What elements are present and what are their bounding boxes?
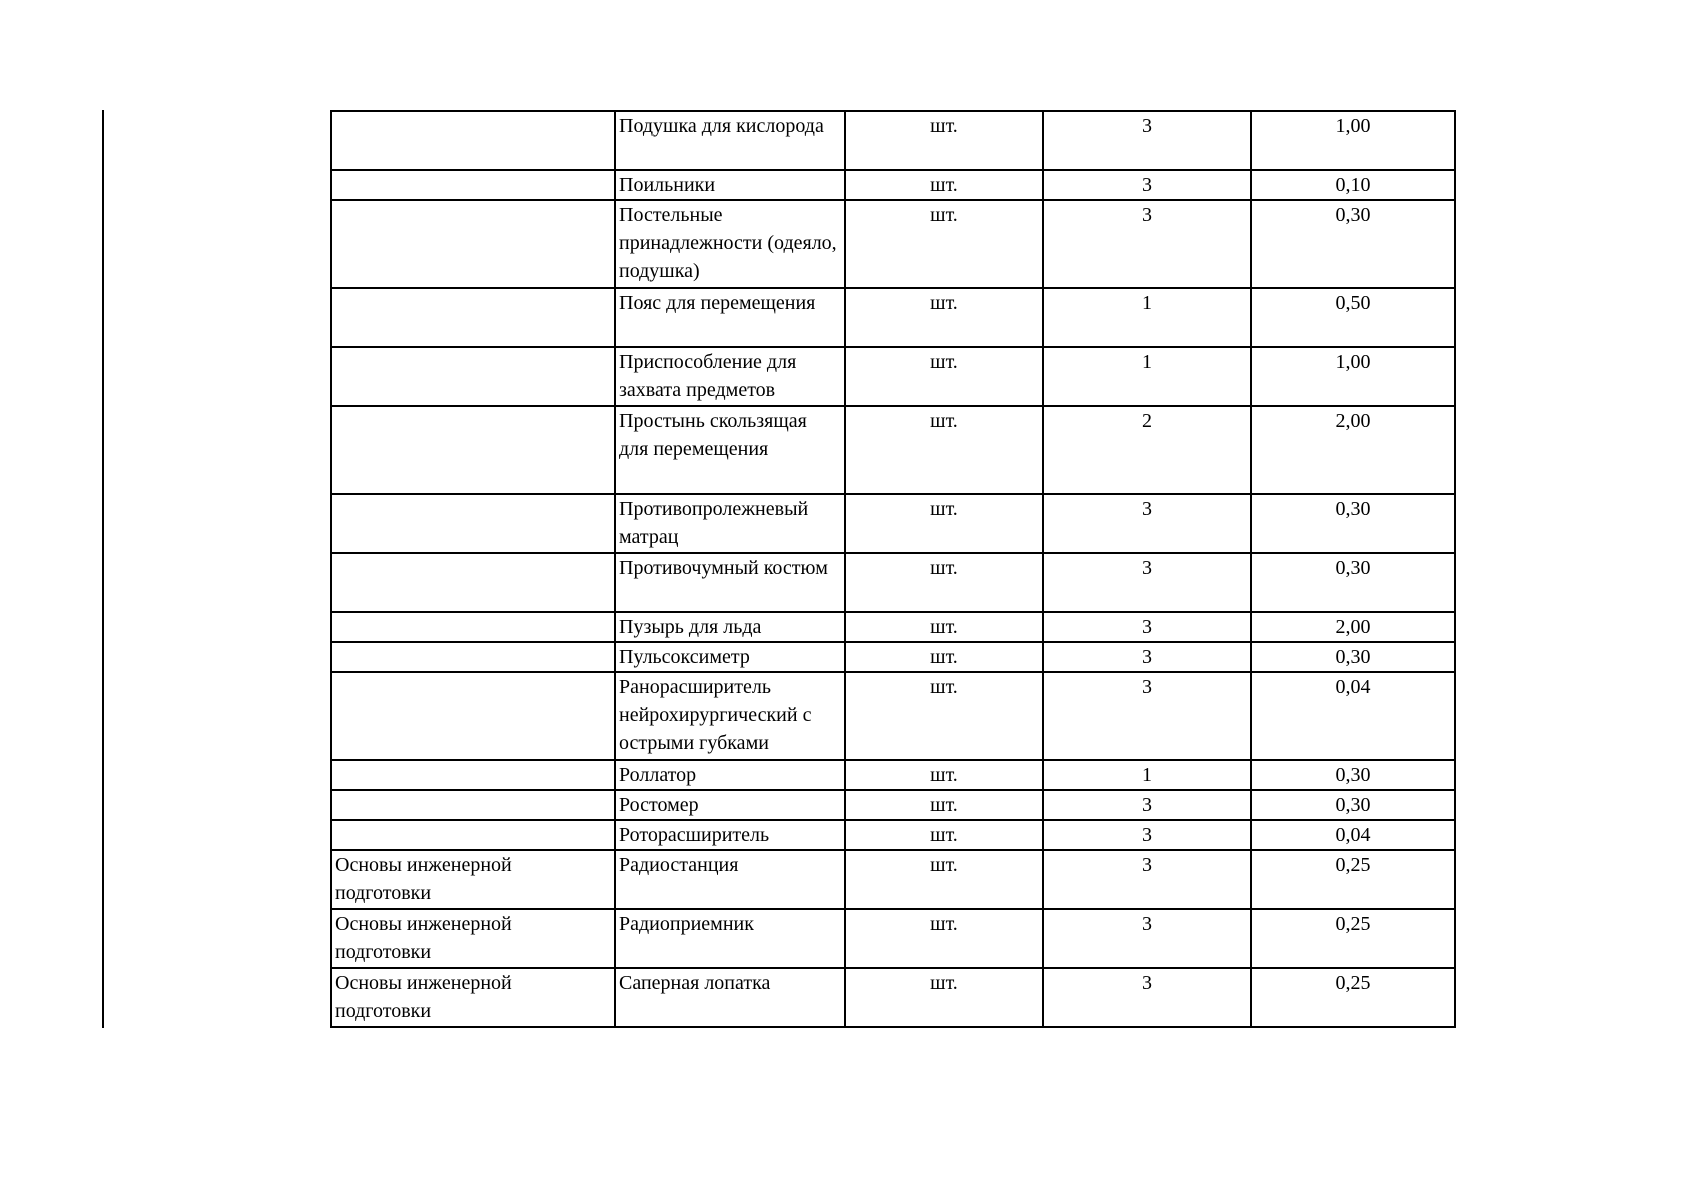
- table-row: [331, 642, 1455, 672]
- section-cell: [331, 170, 615, 200]
- unit-cell: шт.: [845, 850, 1043, 909]
- value-cell: 1,00: [1251, 347, 1455, 406]
- equipment-table: [330, 110, 1456, 1028]
- quantity-cell: 3: [1043, 672, 1251, 760]
- section-cell: Основы инженерной подготовки: [331, 968, 615, 1027]
- unit-cell: шт.: [845, 347, 1043, 406]
- unit-cell: шт.: [845, 968, 1043, 1027]
- quantity-cell: 3: [1043, 170, 1251, 200]
- unit-cell: шт.: [845, 111, 1043, 170]
- unit-cell: шт.: [845, 553, 1043, 612]
- unit-cell: шт.: [845, 288, 1043, 347]
- quantity-cell: 2: [1043, 406, 1251, 494]
- unit-cell: шт.: [845, 672, 1043, 760]
- value-cell: 0,30: [1251, 553, 1455, 612]
- quantity-cell: 3: [1043, 553, 1251, 612]
- quantity-cell: 3: [1043, 612, 1251, 642]
- table-row: [331, 347, 1455, 406]
- item-name-cell: Противочумный костюм: [615, 553, 845, 612]
- value-cell: 0,50: [1251, 288, 1455, 347]
- quantity-cell: 3: [1043, 111, 1251, 170]
- table-row: [331, 111, 1455, 170]
- section-cell: [331, 406, 615, 494]
- section-cell: [331, 820, 615, 850]
- unit-cell: шт.: [845, 790, 1043, 820]
- value-cell: 0,30: [1251, 790, 1455, 820]
- value-cell: 0,25: [1251, 850, 1455, 909]
- section-cell: Основы инженерной подготовки: [331, 850, 615, 909]
- quantity-cell: 3: [1043, 968, 1251, 1027]
- value-cell: 0,30: [1251, 642, 1455, 672]
- section-cell: [331, 760, 615, 790]
- section-cell: [331, 672, 615, 760]
- value-cell: 2,00: [1251, 612, 1455, 642]
- item-name-cell: Приспособление для захвата предметов: [615, 347, 845, 406]
- quantity-cell: 1: [1043, 288, 1251, 347]
- quantity-cell: 1: [1043, 760, 1251, 790]
- item-name-cell: Радиостанция: [615, 850, 845, 909]
- table-row: [331, 820, 1455, 850]
- item-name-cell: Противопролежневый матрац: [615, 494, 845, 553]
- value-cell: 0,30: [1251, 494, 1455, 553]
- section-cell: [331, 553, 615, 612]
- section-cell: [331, 200, 615, 288]
- section-cell: [331, 111, 615, 170]
- item-name-cell: Радиоприемник: [615, 909, 845, 968]
- value-cell: 0,25: [1251, 968, 1455, 1027]
- section-cell: [331, 612, 615, 642]
- section-cell: [331, 347, 615, 406]
- table-row: [331, 612, 1455, 642]
- quantity-cell: 3: [1043, 820, 1251, 850]
- item-name-cell: Поильники: [615, 170, 845, 200]
- table-row: [331, 968, 1455, 1027]
- section-cell: [331, 288, 615, 347]
- table-row: [331, 672, 1455, 760]
- value-cell: 0,25: [1251, 909, 1455, 968]
- item-name-cell: Роллатор: [615, 760, 845, 790]
- item-name-cell: Пузырь для льда: [615, 612, 845, 642]
- value-cell: 1,00: [1251, 111, 1455, 170]
- section-cell: [331, 494, 615, 553]
- unit-cell: шт.: [845, 494, 1043, 553]
- item-name-cell: Ранорасширитель нейрохирургический с острыми губками: [615, 672, 845, 760]
- item-name-cell: Роторасширитель: [615, 820, 845, 850]
- unit-cell: шт.: [845, 820, 1043, 850]
- quantity-cell: 3: [1043, 790, 1251, 820]
- value-cell: 0,30: [1251, 760, 1455, 790]
- quantity-cell: 1: [1043, 347, 1251, 406]
- table-row: [331, 406, 1455, 494]
- table-row: [331, 790, 1455, 820]
- item-name-cell: Подушка для кислорода: [615, 111, 845, 170]
- section-cell: Основы инженерной подготовки: [331, 909, 615, 968]
- unit-cell: шт.: [845, 612, 1043, 642]
- quantity-cell: 3: [1043, 642, 1251, 672]
- table-row: [331, 909, 1455, 968]
- item-name-cell: Пульсоксиметр: [615, 642, 845, 672]
- unit-cell: шт.: [845, 909, 1043, 968]
- item-name-cell: Саперная лопатка: [615, 968, 845, 1027]
- section-cell: [331, 642, 615, 672]
- value-cell: 0,10: [1251, 170, 1455, 200]
- item-name-cell: Ростомер: [615, 790, 845, 820]
- item-name-cell: Постельные принадлежности (одеяло, подушка): [615, 200, 845, 288]
- unit-cell: шт.: [845, 170, 1043, 200]
- value-cell: 0,30: [1251, 200, 1455, 288]
- table-row: [331, 494, 1455, 553]
- section-cell: [331, 790, 615, 820]
- page-margin-line: [102, 110, 104, 1028]
- quantity-cell: 3: [1043, 494, 1251, 553]
- value-cell: 0,04: [1251, 672, 1455, 760]
- value-cell: 2,00: [1251, 406, 1455, 494]
- table-row: [331, 760, 1455, 790]
- quantity-cell: 3: [1043, 850, 1251, 909]
- value-cell: 0,04: [1251, 820, 1455, 850]
- table-body: [331, 111, 1455, 1027]
- unit-cell: шт.: [845, 406, 1043, 494]
- quantity-cell: 3: [1043, 200, 1251, 288]
- unit-cell: шт.: [845, 760, 1043, 790]
- unit-cell: шт.: [845, 642, 1043, 672]
- table-row: [331, 200, 1455, 288]
- unit-cell: шт.: [845, 200, 1043, 288]
- table-row: [331, 170, 1455, 200]
- table-row: [331, 288, 1455, 347]
- quantity-cell: 3: [1043, 909, 1251, 968]
- item-name-cell: Пояс для перемещения: [615, 288, 845, 347]
- table-row: [331, 553, 1455, 612]
- table-row: [331, 850, 1455, 909]
- item-name-cell: Простынь скользящая для перемещения: [615, 406, 845, 494]
